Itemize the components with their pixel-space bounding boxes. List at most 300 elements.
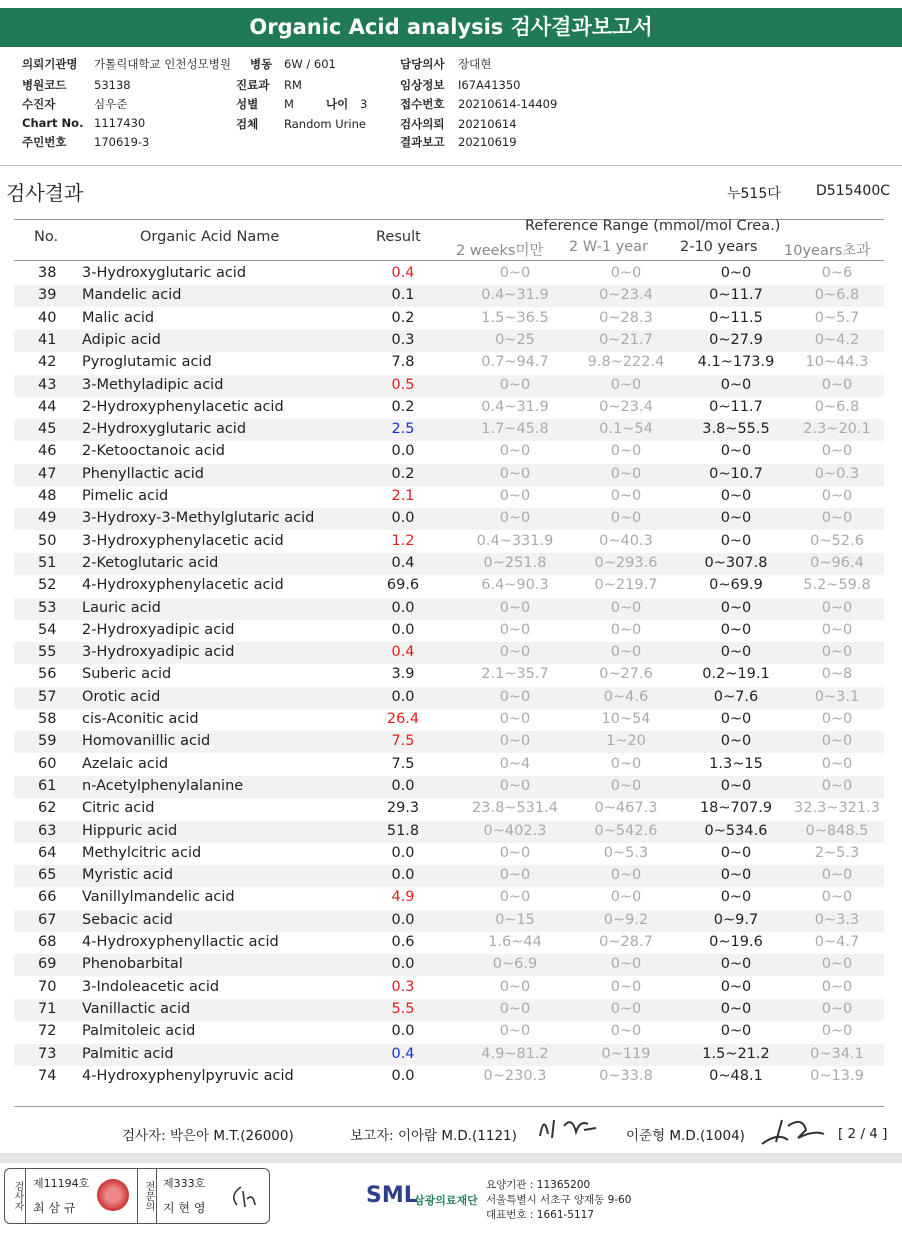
acid-name: 2-Hydroxyglutaric acid	[82, 421, 247, 438]
result-value: 0.0	[391, 599, 415, 616]
handwritten-signature-2	[758, 1112, 828, 1148]
table-row	[14, 999, 884, 1021]
acid-name: Lauric acid	[82, 599, 161, 616]
ref-10years: 0~11.7	[709, 287, 763, 304]
result-value: 0.4	[391, 644, 415, 661]
ref-2weeks: 1.6~44	[488, 934, 542, 950]
ref-2weeks: 0.4~31.9	[481, 287, 549, 304]
row-number: 38	[38, 265, 57, 281]
ref-over10: 0~0	[821, 1023, 853, 1040]
result-value: 1.2	[391, 532, 415, 549]
acid-name: cis-Aconitic acid	[82, 711, 199, 727]
ref-10years: 0~0	[720, 733, 752, 750]
row-number: 44	[38, 398, 57, 415]
ref-2weeks: 0~0	[499, 867, 531, 884]
row-number: 54	[38, 621, 57, 638]
ref-1year: 9.8~222.4	[587, 354, 665, 371]
row-number: 60	[38, 755, 57, 772]
acid-name: Suberic acid	[82, 666, 172, 683]
ref-2weeks: 0~0	[499, 777, 531, 794]
result-value: 0.1	[391, 287, 415, 304]
tester-signature: 검사자: 박은아 M.T.(26000)	[122, 1128, 294, 1144]
ref-10years: 0~27.9	[709, 331, 763, 348]
ref-over10: 0~0	[821, 644, 853, 661]
ref-10years: 0~19.6	[709, 934, 763, 950]
acid-name: Citric acid	[82, 800, 155, 817]
result-value: 0.0	[391, 867, 415, 884]
result-value: 0.0	[391, 777, 415, 794]
header-no: No.	[34, 229, 59, 245]
table-row	[14, 798, 884, 820]
row-number: 67	[38, 911, 57, 928]
ref-10years: 0~9.7	[713, 911, 759, 928]
result-value: 0.2	[391, 465, 415, 482]
ref-10years: 0~0	[720, 376, 752, 393]
result-value: 69.6	[386, 577, 420, 594]
ref-over10: 32.3~321.3	[794, 800, 880, 817]
acid-name: Palmitic acid	[82, 1045, 174, 1062]
ref-over10: 0~0	[821, 443, 853, 460]
ref-over10: 0~13.9	[810, 1067, 864, 1084]
ref-2weeks: 6.4~90.3	[481, 577, 549, 594]
table-header-line	[14, 260, 884, 261]
ref-2weeks: 1.7~45.8	[481, 421, 549, 438]
row-number: 46	[38, 443, 57, 460]
table-row	[14, 664, 884, 686]
result-value: 0.4	[391, 554, 415, 571]
ref-over10: 0~6	[821, 265, 853, 281]
ref-over10: 5.2~59.8	[803, 577, 871, 594]
stamp-num-1: 제11194호	[33, 1177, 90, 1190]
result-value: 0.2	[391, 398, 415, 415]
org-line-3: 대표번호 : 1661-5117	[486, 1209, 595, 1221]
row-number: 65	[38, 867, 57, 884]
acid-name: 2-Ketoglutaric acid	[82, 554, 219, 571]
ref-2weeks: 1.5~36.5	[481, 309, 549, 326]
ref-10years: 0~7.6	[713, 688, 759, 705]
row-number: 43	[38, 376, 57, 393]
footer-line	[14, 1106, 884, 1107]
row-number: 42	[38, 354, 57, 371]
result-value: 5.5	[391, 1000, 415, 1017]
acid-name: Palmitoleic acid	[82, 1023, 196, 1040]
reporter-signature: 보고자: 이아람 M.D.(1121)	[350, 1128, 517, 1144]
ref-1year: 0~0	[610, 889, 642, 906]
result-value: 7.8	[391, 354, 415, 371]
acid-name: Azelaic acid	[82, 755, 169, 772]
test-code-2: D515400C	[816, 183, 890, 199]
ref-2weeks: 0~4	[499, 755, 531, 772]
table-row	[14, 821, 884, 843]
result-value: 0.0	[391, 956, 415, 973]
ref-over10: 0~6.8	[814, 287, 860, 304]
ref-2weeks: 0~0	[499, 733, 531, 750]
acid-name: Pimelic acid	[82, 488, 169, 504]
ref-10years: 0~10.7	[709, 465, 763, 482]
ref-1year: 0.1~54	[599, 421, 653, 438]
ref-2weeks: 0~0	[499, 443, 531, 460]
ref-over10: 0~848.5	[805, 822, 869, 839]
result-value: 0.4	[391, 1045, 415, 1062]
ref-1year: 0~0	[610, 376, 642, 393]
ref-10years: 0~11.7	[709, 398, 763, 415]
header-ref-10years: 2-10 years	[680, 239, 758, 255]
ref-10years: 0~0	[720, 1023, 752, 1040]
ref-10years: 0~11.5	[709, 309, 763, 326]
table-row	[14, 263, 884, 285]
table-row	[14, 531, 884, 553]
result-value: 0.0	[391, 621, 415, 638]
certification-stamp	[4, 1168, 270, 1224]
ref-10years: 0~0	[720, 956, 752, 973]
ref-10years: 0~0	[720, 867, 752, 884]
table-row	[14, 553, 884, 575]
ref-2weeks: 0~0	[499, 1023, 531, 1040]
result-value: 0.5	[391, 376, 415, 393]
ref-10years: 0~0	[720, 1000, 752, 1017]
acid-name: Methylcitric acid	[82, 844, 202, 861]
org-name: 삼광의료재단	[414, 1194, 478, 1207]
acid-name: 2-Hydroxyphenylacetic acid	[82, 398, 284, 415]
ref-2weeks: 4.9~81.2	[481, 1045, 549, 1062]
row-number: 56	[38, 666, 57, 683]
acid-name: 4-Hydroxyphenylacetic acid	[82, 577, 284, 594]
table-row	[14, 352, 884, 374]
receipt-info: 접수번호 20210614-14409	[400, 97, 558, 111]
ref-2weeks: 0~0	[499, 376, 531, 393]
row-number: 62	[38, 800, 57, 817]
result-value: 51.8	[386, 822, 420, 839]
ref-10years: 1.3~15	[709, 755, 763, 772]
result-value: 7.5	[391, 733, 415, 750]
row-number: 57	[38, 688, 57, 705]
id-info: 주민번호 170619-3	[22, 135, 150, 149]
header-ref-1year: 2 W-1 year	[569, 239, 648, 255]
ref-2weeks: 0~0	[499, 621, 531, 638]
row-number: 45	[38, 421, 57, 438]
ref-10years: 0~534.6	[704, 822, 768, 839]
ref-1year: 0~0	[610, 443, 642, 460]
table-row	[14, 954, 884, 976]
ref-10years: 0~48.1	[709, 1067, 763, 1084]
result-value: 0.0	[391, 443, 415, 460]
seal-icon	[97, 1179, 129, 1211]
ref-1year: 0~0	[610, 510, 642, 527]
acid-name: 3-Hydroxy-3-Methylglutaric acid	[82, 510, 315, 527]
handwritten-signature-1	[536, 1110, 606, 1144]
ref-1year: 0~219.7	[594, 577, 658, 594]
row-number: 48	[38, 488, 57, 504]
ref-2weeks: 0.4~31.9	[481, 398, 549, 415]
acid-name: 3-Indoleacetic acid	[82, 978, 220, 995]
row-number: 66	[38, 889, 57, 906]
ref-1year: 0~4.6	[603, 688, 649, 705]
ref-2weeks: 0~0	[499, 889, 531, 906]
ref-10years: 0~0	[720, 621, 752, 638]
ref-10years: 0~0	[720, 844, 752, 861]
table-row	[14, 330, 884, 352]
acid-name: 2-Hydroxyadipic acid	[82, 621, 235, 638]
page-number: [ 2 / 4 ]	[838, 1126, 888, 1142]
acid-name: Pyroglutamic acid	[82, 354, 212, 371]
acid-name: Malic acid	[82, 309, 155, 326]
table-row	[14, 731, 884, 753]
ref-1year: 0~0	[610, 621, 642, 638]
ref-2weeks: 0~25	[495, 331, 535, 348]
ref-1year: 0~33.8	[599, 1067, 653, 1084]
patient-info: 수진자 심우준	[22, 97, 128, 111]
ref-over10: 0~0	[821, 621, 853, 638]
row-number: 63	[38, 822, 57, 839]
row-number: 61	[38, 777, 57, 794]
table-row	[14, 1044, 884, 1066]
ref-over10: 2~5.3	[814, 844, 860, 861]
ref-10years: 0.2~19.1	[702, 666, 770, 683]
ref-over10: 0~0	[821, 599, 853, 616]
divider	[0, 165, 902, 166]
sex-info: 성별 M	[236, 97, 294, 111]
acid-name: Mandelic acid	[82, 287, 182, 304]
ref-over10: 0~0	[821, 711, 853, 727]
report-banner: Organic Acid analysis 검사결과보고서	[0, 8, 902, 47]
ref-over10: 0~96.4	[810, 554, 864, 571]
ref-2weeks: 0~0	[499, 1000, 531, 1017]
ref-over10: 0~0	[821, 488, 853, 504]
ref-over10: 2.3~20.1	[803, 421, 871, 438]
ref-1year: 0~5.3	[603, 844, 649, 861]
report-date-info: 결과보고 20210619	[400, 135, 517, 149]
reporter2-signature: 이준형 M.D.(1004)	[626, 1128, 745, 1144]
result-value: 0.3	[391, 978, 415, 995]
table-row	[14, 285, 884, 307]
ref-10years: 0~69.9	[709, 577, 763, 594]
table-row	[14, 1021, 884, 1043]
ref-over10: 0~3.3	[814, 911, 860, 928]
acid-name: Vanillylmandelic acid	[82, 889, 235, 906]
code-info: 병원코드 53138	[22, 78, 131, 92]
table-row	[14, 865, 884, 887]
table-row	[14, 598, 884, 620]
ref-1year: 0~28.3	[599, 309, 653, 326]
ref-10years: 0~0	[720, 711, 752, 727]
row-number: 59	[38, 733, 57, 750]
ref-2weeks: 0~230.3	[483, 1067, 547, 1084]
ref-over10: 0~34.1	[810, 1045, 864, 1062]
ref-2weeks: 0~0	[499, 711, 531, 727]
acid-name: 3-Hydroxyglutaric acid	[82, 265, 247, 281]
test-code: 누515다	[727, 186, 781, 202]
ref-2weeks: 2.1~35.7	[481, 666, 549, 683]
table-row	[14, 843, 884, 865]
result-value: 0.0	[391, 1067, 415, 1084]
ref-1year: 0~0	[610, 465, 642, 482]
table-row	[14, 508, 884, 530]
table-row	[14, 1066, 884, 1088]
acid-name: 3-Hydroxyphenylacetic acid	[82, 532, 284, 549]
row-number: 70	[38, 978, 57, 995]
table-row	[14, 754, 884, 776]
ref-1year: 0~0	[610, 1000, 642, 1017]
ref-10years: 0~0	[720, 599, 752, 616]
table-row	[14, 397, 884, 419]
ref-1year: 0~21.7	[599, 331, 653, 348]
header-ref-2weeks: 2 weeks미만	[456, 243, 544, 259]
result-value: 4.9	[391, 889, 415, 906]
ref-10years: 0~0	[720, 532, 752, 549]
table-row	[14, 776, 884, 798]
ref-10years: 3.8~55.5	[702, 421, 770, 438]
ref-over10: 0~0	[821, 510, 853, 527]
ref-over10: 0~0	[821, 978, 853, 995]
row-number: 52	[38, 577, 57, 594]
row-number: 39	[38, 287, 57, 304]
result-value: 0.2	[391, 309, 415, 326]
ref-2weeks: 0~0	[499, 599, 531, 616]
result-value: 0.6	[391, 934, 415, 950]
ref-2weeks: 23.8~531.4	[472, 800, 558, 817]
ref-1year: 0~9.2	[603, 911, 649, 928]
result-value: 0.0	[391, 688, 415, 705]
specimen-info: 검체 Random Urine	[236, 117, 366, 131]
hospital-info: 의뢰기관명 가톨릭대학교 인천성모병원	[22, 57, 231, 71]
row-number: 50	[38, 532, 57, 549]
result-value: 3.9	[391, 666, 415, 683]
ref-2weeks: 0~402.3	[483, 822, 547, 839]
ref-2weeks: 0~0	[499, 644, 531, 661]
row-number: 58	[38, 711, 57, 727]
table-row	[14, 486, 884, 508]
table-row	[14, 620, 884, 642]
stamp-num-2: 제333호	[163, 1177, 206, 1190]
org-line-2: 서울특별시 서초구 양재동 9-60	[486, 1194, 632, 1206]
row-number: 51	[38, 554, 57, 571]
acid-name: 4-Hydroxyphenylpyruvic acid	[82, 1067, 294, 1084]
ref-1year: 0~27.6	[599, 666, 653, 683]
ref-2weeks: 0~0	[499, 488, 531, 504]
request-info: 검사의뢰 20210614	[400, 117, 517, 131]
result-value: 0.3	[391, 331, 415, 348]
acid-name: Adipic acid	[82, 331, 161, 348]
row-number: 68	[38, 934, 57, 950]
ref-over10: 0~0	[821, 956, 853, 973]
ref-1year: 0~0	[610, 1023, 642, 1040]
result-value: 0.0	[391, 510, 415, 527]
result-value: 2.1	[391, 488, 415, 504]
ref-over10: 0~5.7	[814, 309, 860, 326]
ward-info: 병동 6W / 601	[250, 57, 336, 71]
acid-name: Hippuric acid	[82, 822, 178, 839]
header-name: Organic Acid Name	[140, 229, 280, 245]
ref-over10: 0~0	[821, 777, 853, 794]
ref-2weeks: 0~0	[499, 510, 531, 527]
result-value: 0.0	[391, 911, 415, 928]
ref-1year: 0~467.3	[594, 800, 658, 817]
ref-1year: 0~0	[610, 644, 642, 661]
row-number: 69	[38, 956, 57, 973]
table-row	[14, 441, 884, 463]
ref-1year: 0~119	[601, 1045, 651, 1062]
table-row	[14, 932, 884, 954]
ref-1year: 0~0	[610, 867, 642, 884]
clinical-info: 임상정보 I67A41350	[400, 78, 521, 92]
sml-logo: SML	[366, 1183, 418, 1208]
ref-2weeks: 0.4~331.9	[476, 532, 554, 549]
ref-1year: 0~23.4	[599, 398, 653, 415]
ref-over10: 0~4.2	[814, 331, 860, 348]
stamp-signature	[227, 1181, 261, 1215]
row-number: 72	[38, 1023, 57, 1040]
ref-over10: 0~3.1	[814, 688, 860, 705]
row-number: 49	[38, 510, 57, 527]
ref-over10: 0~4.7	[814, 934, 860, 950]
footer-band	[0, 1153, 902, 1163]
stamp-name-2: 지 현 영	[163, 1201, 206, 1215]
age-info: 나이 3	[326, 97, 368, 111]
result-value: 0.0	[391, 1023, 415, 1040]
ref-1year: 0~40.3	[599, 532, 653, 549]
result-value: 0.4	[391, 265, 415, 281]
table-row	[14, 642, 884, 664]
acid-name: 3-Hydroxyadipic acid	[82, 644, 235, 661]
ref-10years: 0~0	[720, 777, 752, 794]
row-number: 64	[38, 844, 57, 861]
ref-2weeks: 0~0	[499, 465, 531, 482]
table-row	[14, 687, 884, 709]
ref-over10: 0~0	[821, 867, 853, 884]
acid-name: 4-Hydroxyphenyllactic acid	[82, 934, 279, 950]
ref-over10: 0~0.3	[814, 465, 860, 482]
ref-over10: 0~0	[821, 1000, 853, 1017]
ref-2weeks: 0.7~94.7	[481, 354, 549, 371]
chart-info: Chart No. 1117430	[22, 116, 146, 130]
table-row	[14, 464, 884, 486]
ref-10years: 0~0	[720, 488, 752, 504]
row-number: 74	[38, 1067, 57, 1084]
header-ref-over10: 10years초과	[784, 243, 871, 259]
ref-10years: 4.1~173.9	[697, 354, 775, 371]
acid-name: Vanillactic acid	[82, 1000, 191, 1017]
acid-name: Phenobarbital	[82, 956, 183, 973]
table-row	[14, 709, 884, 731]
stamp-label-2: 전문의	[137, 1169, 157, 1223]
ref-2weeks: 0~0	[499, 688, 531, 705]
ref-1year: 0~0	[610, 777, 642, 794]
ref-2weeks: 0~15	[495, 911, 535, 928]
doctor-info: 담당의사 장대현	[400, 57, 492, 71]
ref-1year: 0~23.4	[599, 287, 653, 304]
ref-over10: 0~8	[821, 666, 853, 683]
result-value: 7.5	[391, 755, 415, 772]
ref-10years: 0~0	[720, 978, 752, 995]
ref-1year: 1~20	[606, 733, 646, 750]
ref-2weeks: 0~6.9	[492, 956, 538, 973]
ref-10years: 1.5~21.2	[702, 1045, 770, 1062]
ref-10years: 0~0	[720, 889, 752, 906]
acid-name: Orotic acid	[82, 688, 161, 705]
header-ref: Reference Range (mmol/mol Crea.)	[525, 218, 781, 234]
org-line-1: 요양기관 : 11365200	[486, 1179, 591, 1191]
acid-name: Sebacic acid	[82, 911, 173, 928]
result-value: 0.0	[391, 844, 415, 861]
header-result: Result	[376, 229, 421, 245]
ref-1year: 0~0	[610, 978, 642, 995]
ref-over10: 0~0	[821, 889, 853, 906]
ref-1year: 0~28.7	[599, 934, 653, 950]
row-number: 41	[38, 331, 57, 348]
table-row	[14, 419, 884, 441]
acid-name: Myristic acid	[82, 867, 174, 884]
result-value: 2.5	[391, 421, 415, 438]
